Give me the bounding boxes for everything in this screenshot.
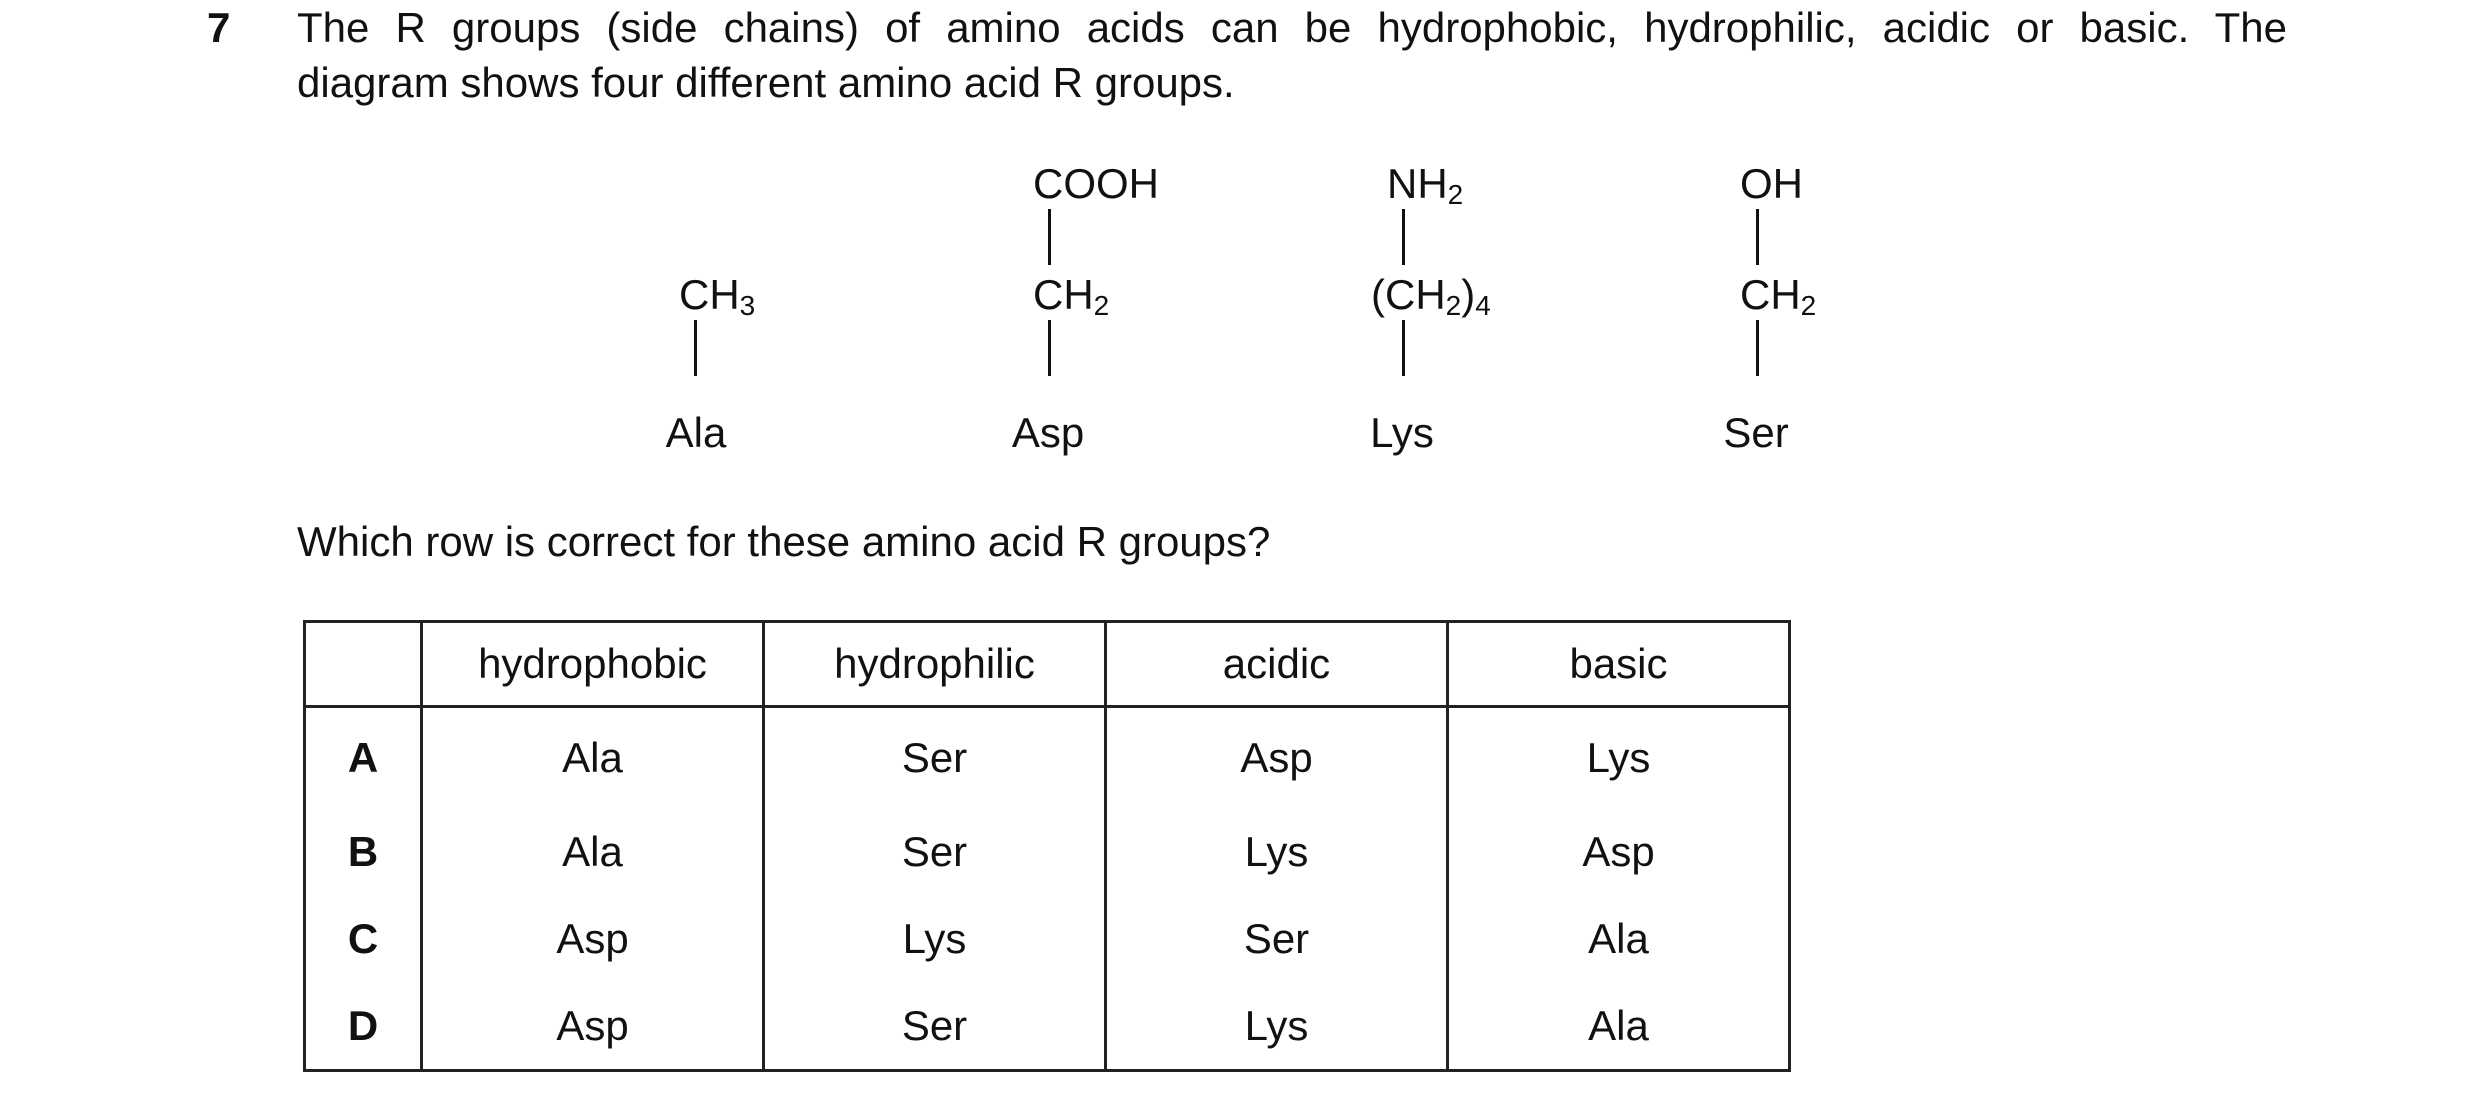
cell-c-acidic: Ser bbox=[1106, 895, 1448, 982]
lys-top-subscript: 2 bbox=[1447, 179, 1464, 210]
lys-middle-open: (CH bbox=[1371, 271, 1446, 318]
row-key-b: B bbox=[305, 808, 422, 895]
lys-middle-close: ) bbox=[1461, 271, 1476, 318]
table-row-c[interactable] bbox=[305, 895, 1790, 982]
cell-d-acidic: Lys bbox=[1106, 982, 1448, 1071]
question-prompt: Which row is correct for these amino acid R groups? bbox=[297, 518, 1271, 565]
lys-bond-upper bbox=[1402, 209, 1405, 265]
cell-d-hydrophilic: Ser bbox=[764, 982, 1106, 1071]
table-header-row bbox=[305, 622, 1790, 707]
lys-top-main: NH bbox=[1387, 160, 1448, 207]
asp-label: Asp bbox=[1011, 409, 1085, 456]
cell-a-hydrophilic: Ser bbox=[764, 707, 1106, 809]
cell-d-hydrophobic: Asp bbox=[422, 982, 764, 1071]
ser-r-group-middle bbox=[1740, 270, 1816, 320]
asp-bond-lower bbox=[1048, 320, 1051, 376]
cell-b-acidic: Lys bbox=[1106, 808, 1448, 895]
cell-a-hydrophobic: Ala bbox=[422, 707, 764, 809]
table-row-a[interactable] bbox=[305, 707, 1790, 809]
lys-r-group-middle bbox=[1371, 270, 1491, 320]
asp-r-group-top: COOH bbox=[1033, 160, 1159, 207]
ala-label: Ala bbox=[665, 409, 727, 456]
asp-middle-subscript: 2 bbox=[1093, 290, 1110, 321]
cell-c-basic: Ala bbox=[1448, 895, 1790, 982]
lys-bond-lower bbox=[1402, 320, 1405, 376]
asp-r-group-middle bbox=[1033, 270, 1109, 320]
question-number: 7 bbox=[207, 4, 231, 51]
r-group-diagram bbox=[0, 0, 2480, 480]
ala-formula-main: CH bbox=[679, 271, 740, 318]
cell-b-hydrophobic: Ala bbox=[422, 808, 764, 895]
ala-formula-subscript: 3 bbox=[739, 290, 756, 321]
header-hydrophilic: hydrophilic bbox=[764, 622, 1106, 707]
ala-r-group-formula bbox=[679, 270, 755, 320]
table-row-b[interactable] bbox=[305, 808, 1790, 895]
header-blank bbox=[305, 622, 422, 707]
asp-bond-upper bbox=[1048, 209, 1051, 265]
lys-label: Lys bbox=[1370, 409, 1434, 456]
question-intro-line-1: The R groups (side chains) of amino acids can be hydrophobic, hydrophilic, acidic or basic. The bbox=[297, 4, 2287, 51]
cell-c-hydrophilic: Lys bbox=[764, 895, 1106, 982]
ser-middle-subscript: 2 bbox=[1800, 290, 1817, 321]
row-key-d: D bbox=[305, 982, 422, 1071]
ser-middle-main: CH bbox=[1740, 271, 1801, 318]
header-acidic: acidic bbox=[1106, 622, 1448, 707]
lys-middle-subscript: 2 bbox=[1445, 290, 1462, 321]
ala-bond bbox=[694, 320, 697, 376]
lys-r-group-top bbox=[1387, 159, 1463, 209]
ser-bond-lower bbox=[1756, 320, 1759, 376]
row-key-a: A bbox=[305, 707, 422, 809]
cell-d-basic: Ala bbox=[1448, 982, 1790, 1071]
table-row-d[interactable] bbox=[305, 982, 1790, 1071]
cell-a-acidic: Asp bbox=[1106, 707, 1448, 809]
ser-label: Ser bbox=[1723, 409, 1789, 456]
row-key-c: C bbox=[305, 895, 422, 982]
answer-table bbox=[303, 620, 1791, 1072]
cell-a-basic: Lys bbox=[1448, 707, 1790, 809]
header-basic: basic bbox=[1448, 622, 1790, 707]
cell-c-hydrophobic: Asp bbox=[422, 895, 764, 982]
question-intro-line-2: diagram shows four different amino acid R groups. bbox=[297, 59, 1235, 106]
lys-middle-subscript-4: 4 bbox=[1475, 290, 1491, 321]
ser-bond-upper bbox=[1756, 209, 1759, 265]
ser-r-group-top: OH bbox=[1740, 160, 1803, 207]
cell-b-basic: Asp bbox=[1448, 808, 1790, 895]
asp-middle-main: CH bbox=[1033, 271, 1094, 318]
header-hydrophobic: hydrophobic bbox=[422, 622, 764, 707]
cell-b-hydrophilic: Ser bbox=[764, 808, 1106, 895]
